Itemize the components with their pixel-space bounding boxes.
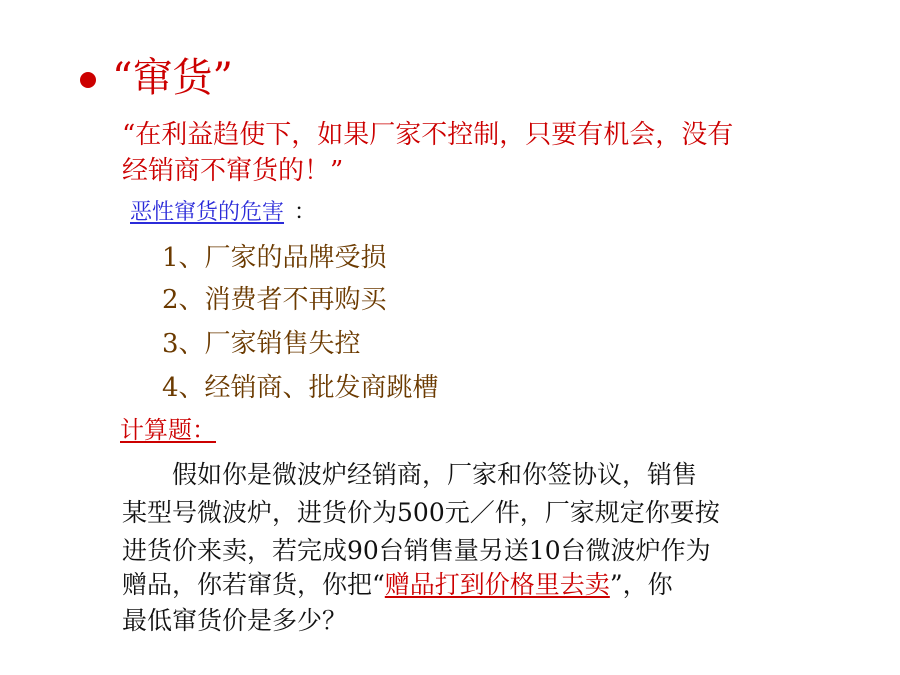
harm-item-4: 4、经销商、批发商跳槽 [162, 373, 439, 403]
bullet-dot-icon [80, 72, 96, 88]
problem-line-2: 某型号微波炉，进货价为500元／件，厂家规定你要按 [122, 498, 720, 527]
quote-line-2: 经销商不窜货的！” [122, 156, 344, 186]
harms-heading-link[interactable]: 恶性窜货的危害 [130, 200, 285, 225]
problem-line-4-before: 赠品，你若窜货，你把“ [122, 570, 385, 599]
problem-line-3: 进货价来卖，若完成90台销售量另送10台微波炉作为 [122, 536, 711, 565]
calc-heading[interactable]: 计算题： [120, 416, 216, 444]
problem-line-1: 假如你是微波炉经销商，厂家和你签协议，销售 [122, 460, 698, 489]
harms-heading [130, 198, 316, 228]
harm-item-3: 3、厂家销售失控 [162, 329, 361, 359]
slide-title: “窜货” [112, 55, 233, 101]
problem-line-4 [122, 568, 673, 602]
harms-heading-colon: ： [294, 200, 317, 225]
harm-item-2: 2、消费者不再购买 [162, 285, 387, 315]
quote-line-1: “在利益趋使下，如果厂家不控制，只要有机会，没有 [122, 120, 734, 150]
harm-item-1: 1、厂家的品牌受损 [162, 243, 387, 273]
problem-line-4-after: ”，你 [609, 570, 673, 599]
gift-price-link[interactable]: 赠品打到价格里去卖 [384, 570, 610, 599]
problem-line-5: 最低窜货价是多少？ [122, 606, 348, 635]
